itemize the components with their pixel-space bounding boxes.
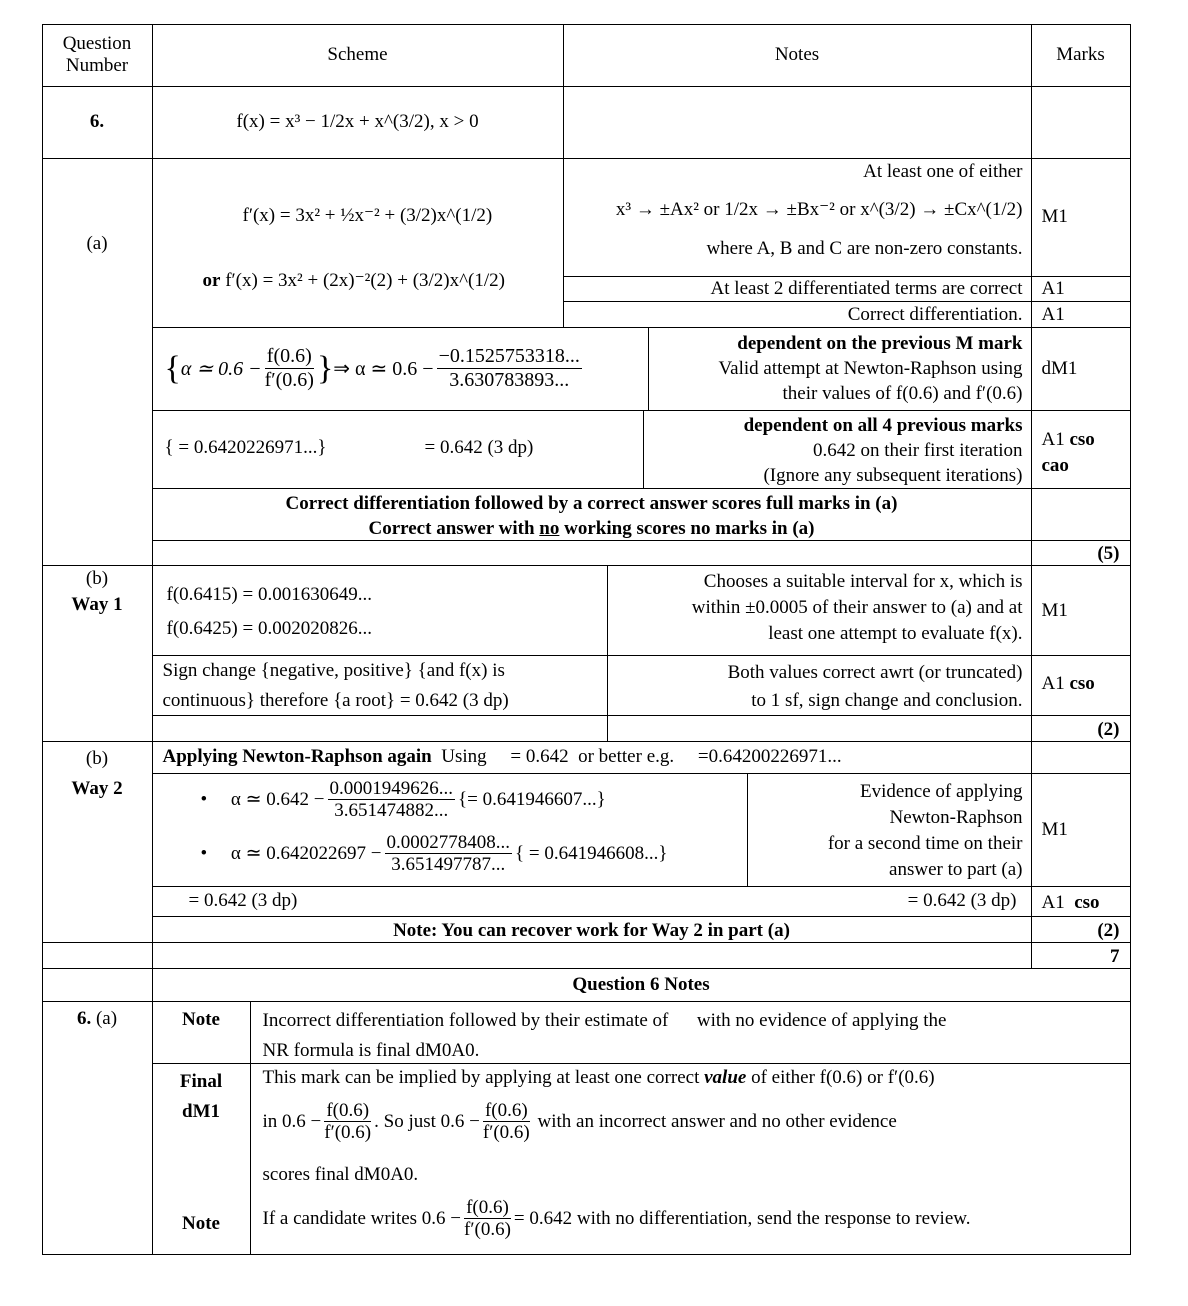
grand-total: 7 <box>1031 942 1131 969</box>
full-marks-note <box>152 488 1032 541</box>
empty-marks <box>1031 488 1131 541</box>
note-text: Both values correct awrt (or truncated) <box>727 661 1023 683</box>
note-text: Evidence of applying <box>859 780 1023 802</box>
way2-answer <box>152 886 1032 917</box>
derivative-2: f′(x) = 3x² + (2x)⁻²(2) + (3/2)x^(1/2) <box>225 269 505 291</box>
derivative-1: f′(x) = 3x² + ½x⁻² + (3/2)x^(1/2) <box>242 204 493 226</box>
note-text: NR formula is final dM0A0. <box>262 1039 480 1061</box>
empty-cell <box>152 942 1032 969</box>
empty-row <box>607 715 1032 742</box>
note-text: Incorrect differentiation followed by their estimate of with no evidence of applying the <box>262 1009 947 1031</box>
mark-qualifier: cao <box>1041 454 1069 476</box>
note-label: Note <box>182 1212 220 1234</box>
note-text: (Ignore any subsequent iterations) <box>763 464 1023 486</box>
note-emphasis: no <box>539 517 560 539</box>
function-definition <box>152 86 564 159</box>
note-text: for a second time on their <box>827 832 1023 854</box>
empty-row <box>152 540 1032 566</box>
m1-notes <box>563 158 1032 277</box>
note-label: Note <box>152 1001 251 1064</box>
way-label: Way 2 <box>71 777 123 799</box>
fraction-numerator: f(0.6) <box>464 1197 511 1220</box>
mark-m1: M1 <box>1031 158 1131 277</box>
empty-row <box>152 715 608 742</box>
way-label: Way 1 <box>71 593 123 615</box>
part-a-total: (5) <box>1031 540 1131 566</box>
interval-evaluations <box>152 565 608 656</box>
empty-cell <box>42 968 153 1002</box>
part-label: (b) <box>85 567 109 589</box>
a1-note-2: Correct differentiation. <box>563 301 1032 328</box>
note-text: to 1 sf, sign change and conclusion. <box>751 689 1023 711</box>
note-text: dependent on all 4 previous marks <box>743 414 1023 436</box>
part-label: (a) <box>95 1007 118 1029</box>
header-label: Question Number <box>62 33 132 76</box>
mark-a1: A1 <box>1031 301 1131 328</box>
answer-right: = 0.642 (3 dp) <box>907 889 1017 911</box>
note-text: Correct differentiation followed by a correct answer scores full marks in (a) <box>285 492 898 514</box>
a1-note-1: At least 2 differentiated terms are correct <box>563 276 1032 302</box>
header-marks: Marks <box>1031 24 1131 87</box>
scheme-text: Sign change {negative, positive} {and f(x) is <box>162 659 505 681</box>
answer-value: { = 0.6420226971...} <box>164 436 327 458</box>
question-number: 6. <box>76 1007 92 1029</box>
way2-heading <box>152 741 1032 774</box>
notes-question-label <box>42 1001 153 1255</box>
part-a-label-cell <box>42 158 153 566</box>
header-question-number <box>42 24 153 87</box>
note-text: Newton-Raphson <box>889 806 1023 828</box>
fraction-numerator: 0.0002778408... <box>386 831 510 853</box>
interval-notes <box>607 565 1032 656</box>
answer-left: = 0.642 (3 dp) <box>188 889 298 911</box>
empty-marks <box>1031 741 1131 774</box>
note-text: 0.642 on their first iteration <box>813 439 1023 461</box>
newton-raphson-scheme: { α ≃ 0.6 − $\frac{f(0.6)}{f'(0.6)}$ } ⇒ α ≃ 0.6 − $\frac{-0.1525753318...}{3.630783893...}$ <box>152 327 649 411</box>
notes-title: Question 6 Notes <box>152 968 1131 1002</box>
part-label: (b) <box>85 747 109 769</box>
derivative-scheme <box>152 158 564 328</box>
function-text: f(x) = x³ − 1/2x + x^(3/2), x > 0 <box>236 111 479 132</box>
question-number: 6. <box>42 86 153 159</box>
note-text: dependent on the previous M mark <box>737 332 1023 354</box>
mark-a1-cso <box>1031 410 1131 489</box>
note-text: answer to part (a) <box>889 858 1023 880</box>
fraction-denominator: 3.651497787... <box>391 854 506 876</box>
fraction-denominator: 3.630783893... <box>449 369 570 391</box>
nr-text: α ≃ 0.6 − <box>180 358 262 380</box>
mark-m1: M1 <box>1031 773 1131 887</box>
fraction-denominator: f′(0.6) <box>264 369 314 391</box>
mark-m1: M1 <box>1031 565 1131 656</box>
note-text: Valid attempt at Newton-Raphson using <box>718 357 1023 379</box>
note-text: their values of f(0.6) and f′(0.6) <box>782 382 1023 404</box>
fraction-denominator: f′(0.6) <box>482 1122 530 1144</box>
empty-notes <box>563 86 1032 159</box>
heading-text: Using = 0.642 or better e.g. =0.64200226971... <box>431 745 842 767</box>
label: Final <box>179 1070 223 1092</box>
fraction-numerator: −0.1525753318... <box>438 345 580 367</box>
second-nr-notes <box>747 773 1032 887</box>
final-dm1-notes <box>250 1063 1131 1255</box>
note-text: = 0.642 with no differentiation, send the response to review. <box>513 1207 971 1229</box>
evaluation: f(0.6415) = 0.001630649... <box>166 583 372 605</box>
note-text: where A, B and C are non-zero constants. <box>706 237 1023 259</box>
mark-dm1: dM1 <box>1031 327 1131 411</box>
note-text: This mark can be implied by applying at least one correct <box>262 1066 705 1088</box>
fraction-numerator: f(0.6) <box>483 1100 530 1123</box>
heading-text: Applying Newton-Raphson again <box>162 745 432 767</box>
mark-a1-cso <box>1031 886 1131 917</box>
way2-total: (2) <box>1031 916 1131 943</box>
fraction-numerator: f(0.6) <box>265 345 314 369</box>
scheme-text: continuous} therefore {a root} = 0.642 (3 dp) <box>162 689 509 711</box>
fraction-numerator: f(0.6) <box>324 1100 371 1123</box>
fraction-denominator: 3.651474882... <box>334 800 449 822</box>
empty-cell <box>42 942 153 969</box>
note-emphasis: value <box>704 1066 747 1088</box>
answer-notes <box>643 410 1032 489</box>
mark: A1 <box>1041 891 1065 913</box>
evaluation: f(0.6425) = 0.002020826... <box>166 617 372 639</box>
note-text: with an incorrect answer and no other evidence <box>537 1110 897 1132</box>
answer-scheme <box>152 410 644 489</box>
note-text: working scores no marks in (a) <box>559 517 815 539</box>
mark: A1 <box>1041 428 1065 450</box>
header-scheme: Scheme <box>152 24 564 87</box>
or-label: or <box>202 269 221 291</box>
mark-qualifier: cso <box>1069 428 1095 450</box>
note-text: within ±0.0005 of their answer to (a) and at <box>691 596 1023 618</box>
nr-text: α ≃ 0.642 − <box>230 789 325 811</box>
way1-total: (2) <box>1031 715 1131 742</box>
mark: A1 <box>1041 672 1065 694</box>
note-text: Correct answer with <box>368 517 540 539</box>
fraction-denominator: f′(0.6) <box>464 1219 511 1241</box>
mark-a1-cso <box>1031 655 1131 716</box>
part-b-way1-label <box>42 565 153 742</box>
label: dM1 <box>182 1100 220 1122</box>
note-text: . So just 0.6 − <box>374 1110 480 1132</box>
note-1 <box>250 1001 1131 1064</box>
mark-qualifier: cso <box>1069 672 1095 694</box>
mark-a1: A1 <box>1031 276 1131 302</box>
note-text: least one attempt to evaluate f(x). <box>768 622 1023 644</box>
nr-result: {= 0.641946607...} <box>458 788 606 810</box>
second-nr-scheme: • α ≃ 0.642 − $\frac{0.0001949626...}{3.651474882...}$ {= 0.641946607...} • α ≃ 0.642022697 − $\frac{0.0002778408...}{3.651497787...}$ { = 0.641946608...} <box>152 773 748 887</box>
sign-change-scheme <box>152 655 608 716</box>
note-text: scores final dM0A0. <box>262 1163 419 1185</box>
nr-notes <box>648 327 1032 411</box>
note-text: At least one of either <box>863 160 1023 182</box>
empty-marks <box>1031 86 1131 159</box>
note-text: of either f(0.6) or f′(0.6) <box>746 1066 935 1088</box>
note-text: in 0.6 − <box>262 1110 322 1132</box>
part-b-way2-label <box>42 741 153 943</box>
nr-text: α ≃ 0.642022697 − <box>230 843 382 865</box>
header-notes: Notes <box>563 24 1032 87</box>
final-dm1-label <box>152 1063 251 1255</box>
recover-note: Note: You can recover work for Way 2 in part (a) <box>152 916 1032 943</box>
note-text: Chooses a suitable interval for x, which is <box>703 570 1023 592</box>
sign-change-notes <box>607 655 1032 716</box>
note-text: x³ → ±Ax² or 1/2x → ±Bx⁻² or x^(3/2) → ±Cx^(1/2) <box>615 199 1023 221</box>
note-text: If a candidate writes 0.6 − <box>262 1207 462 1229</box>
answer-rounded: = 0.642 (3 dp) <box>424 436 534 458</box>
nr-text: ⇒ α ≃ 0.6 − <box>333 358 434 380</box>
nr-result: { = 0.641946608...} <box>515 842 668 864</box>
fraction-numerator: 0.0001949626... <box>329 777 453 799</box>
fraction-denominator: f′(0.6) <box>324 1122 372 1144</box>
mark-qualifier: cso <box>1074 891 1100 913</box>
part-a-label: (a) <box>86 232 108 254</box>
